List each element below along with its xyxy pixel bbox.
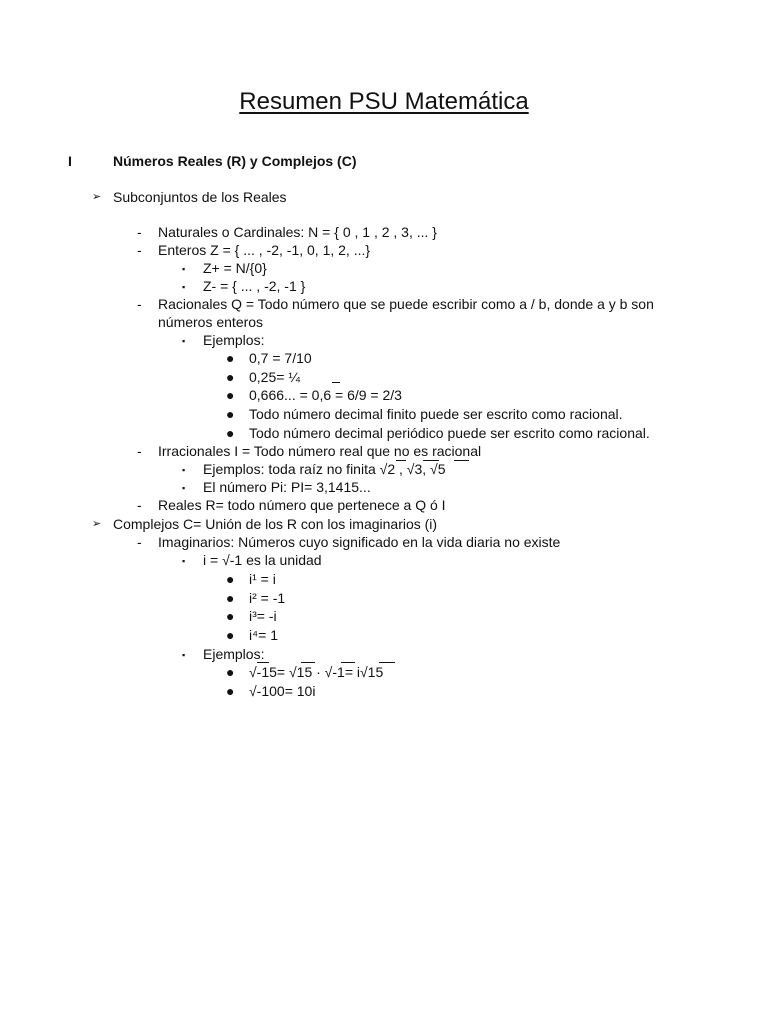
arrow-bullet-icon: ➢ <box>92 518 102 530</box>
dash-bullet: - <box>137 296 142 312</box>
dot-bullet-icon: ● <box>226 590 235 606</box>
naturales-line: Naturales o Cardinales: N = { 0 , 1 , 2 , 3, ... } <box>158 224 437 240</box>
subsection-reales: Subconjuntos de los Reales <box>113 189 287 205</box>
racionales-line: Racionales Q = Todo número que se puede escribir como a / b, donde a y b son <box>158 296 654 312</box>
overline-mark <box>332 382 340 383</box>
dot-bullet-icon: ● <box>226 664 235 680</box>
irracionales-ejemplos: Ejemplos: toda raíz no finita √2 , √3, √5 <box>203 461 446 477</box>
example-0-25: 0,25= ¼ <box>249 369 300 385</box>
ejemplos-complejos-label: Ejemplos: <box>203 646 265 662</box>
square-bullet-icon: ▪ <box>182 282 186 292</box>
dash-bullet: - <box>137 497 142 513</box>
document-title: Resumen PSU Matemática <box>239 88 529 115</box>
z-minus-line: Z- = { ... , -2, -1 } <box>203 278 306 294</box>
z-plus-line: Z+ = N/{0} <box>203 260 267 276</box>
imaginarios-line: Imaginarios: Números cuyo significado en la vida diaria no existe <box>158 534 561 550</box>
i-power-4: i⁴= 1 <box>249 627 278 643</box>
dot-bullet-icon: ● <box>226 571 235 587</box>
unidad-imaginaria-line: i = √-1 es la unidad <box>203 552 322 568</box>
example-0-7: 0,7 = 7/10 <box>249 350 312 366</box>
numero-pi-line: El número Pi: PI= 3,1415... <box>203 479 371 495</box>
square-bullet-icon: ▪ <box>182 483 186 493</box>
dot-bullet-icon: ● <box>226 350 235 366</box>
square-bullet-icon: ▪ <box>182 556 186 566</box>
dot-bullet-icon: ● <box>226 425 235 441</box>
example-sqrt-minus-15: √-15= √15 · √-1= i√15 <box>249 664 384 680</box>
dot-bullet-icon: ● <box>226 683 235 699</box>
section-heading: Números Reales (R) y Complejos (C) <box>113 153 357 169</box>
decimal-finito-note: Todo número decimal finito puede ser escrito como racional. <box>249 406 623 422</box>
dot-bullet-icon: ● <box>226 627 235 643</box>
square-bullet-icon: ▪ <box>182 264 186 274</box>
i-power-2: i² = -1 <box>249 590 286 606</box>
square-bullet-icon: ▪ <box>182 650 186 660</box>
dash-bullet: - <box>137 534 142 550</box>
dot-bullet-icon: ● <box>226 369 235 385</box>
dot-bullet-icon: ● <box>226 387 235 403</box>
complejos-line: Complejos C= Unión de los R con los imaginarios (i) <box>113 516 438 532</box>
square-bullet-icon: ▪ <box>182 465 186 475</box>
example-0-666: 0,666... = 0,6 = 6/9 = 2/3 <box>249 387 402 403</box>
dash-bullet: - <box>137 443 142 459</box>
i-power-1: i¹ = i <box>249 571 276 587</box>
underline-mark <box>454 460 469 461</box>
arrow-bullet-icon: ➢ <box>92 191 102 203</box>
racionales-line-cont: números enteros <box>158 314 264 330</box>
i-power-3: i³= -i <box>249 608 277 624</box>
ejemplos-label: Ejemplos: <box>203 332 265 348</box>
dash-bullet: - <box>137 224 142 240</box>
enteros-line: Enteros Z = { ... , -2, -1, 0, 1, 2, ...} <box>158 242 371 258</box>
section-number: I <box>68 153 72 169</box>
dot-bullet-icon: ● <box>226 406 235 422</box>
dash-bullet: - <box>137 242 142 258</box>
decimal-periodico-note: Todo número decimal periódico puede ser escrito como racional. <box>249 425 650 441</box>
example-sqrt-minus-100: √-100= 10i <box>249 683 316 699</box>
irracionales-line: Irracionales I = Todo número real que no es racional <box>158 443 482 459</box>
reales-line: Reales R= todo número que pertenece a Q ó I <box>158 497 446 513</box>
dot-bullet-icon: ● <box>226 608 235 624</box>
square-bullet-icon: ▪ <box>182 336 186 346</box>
